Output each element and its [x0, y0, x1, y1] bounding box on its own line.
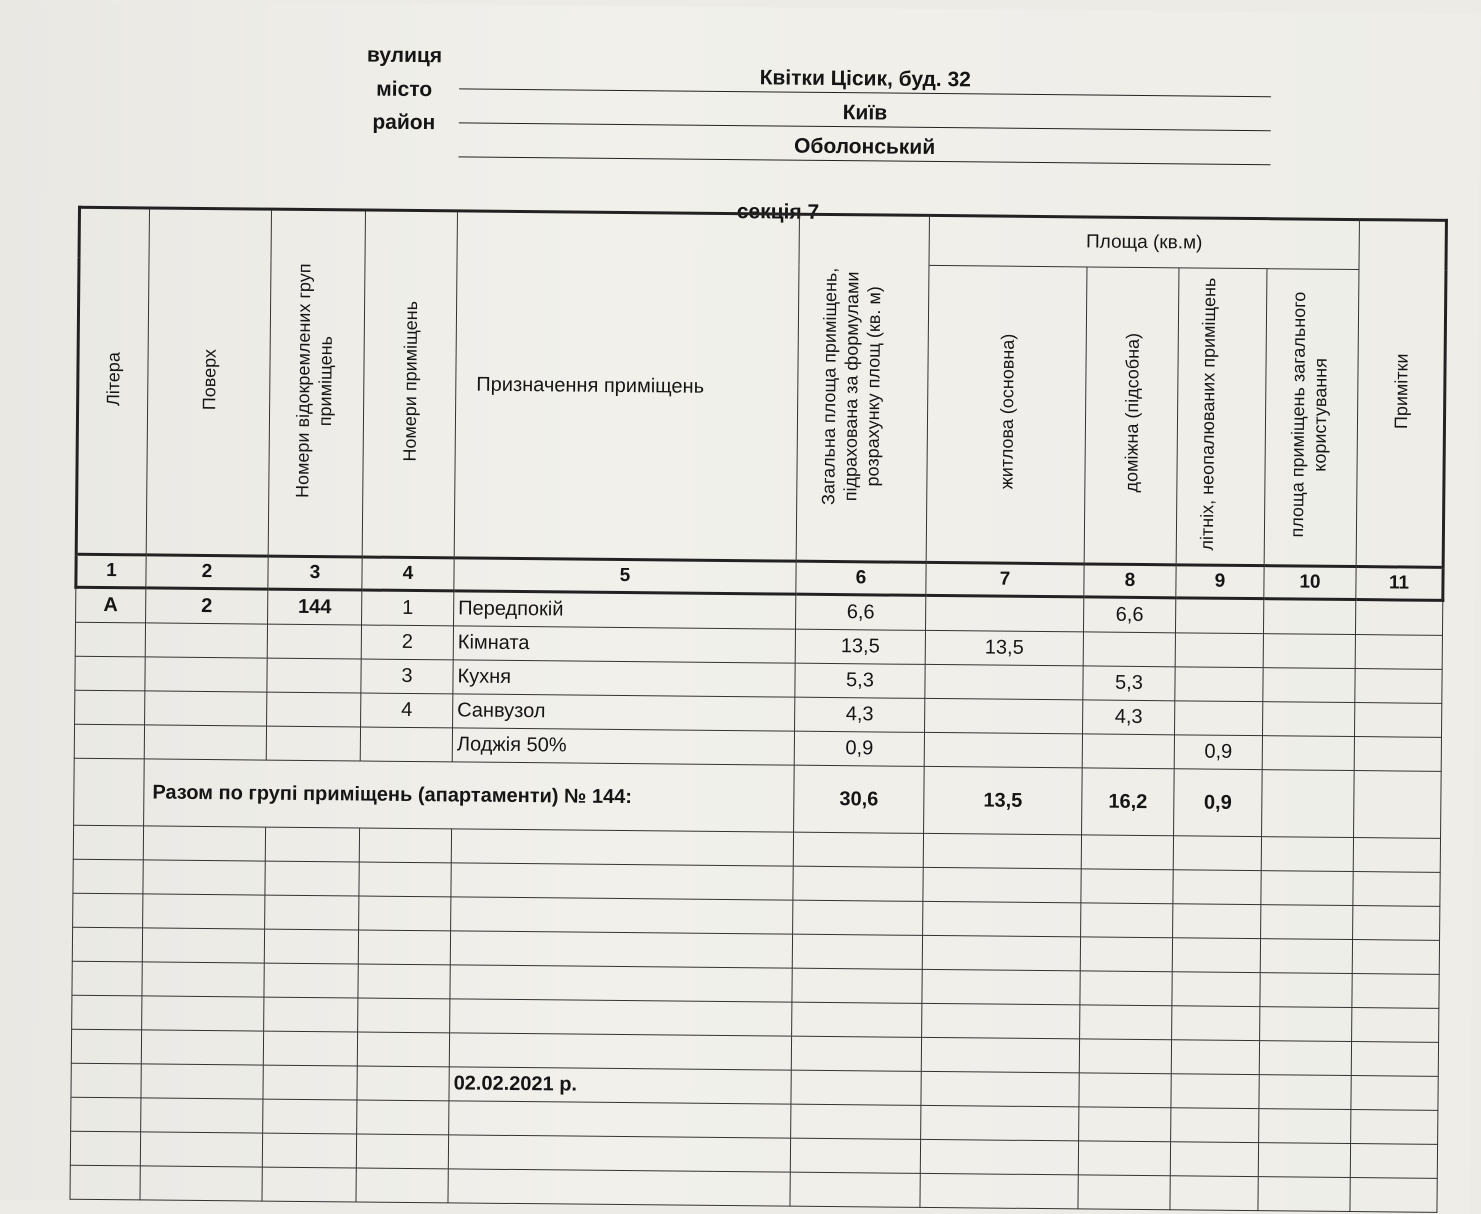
header-summer: літніх, неопалюваних приміщень — [1176, 268, 1267, 566]
cell-notes — [1354, 737, 1441, 772]
header-area-group: Площа (кв.м) — [929, 215, 1359, 269]
cell-purpose: Кімната — [453, 626, 795, 663]
cell-common — [1262, 702, 1354, 737]
header-purpose: Призначення приміщень — [454, 211, 799, 561]
cell-room: 3 — [361, 659, 453, 694]
cell-group — [266, 726, 360, 761]
column-number: 9 — [1176, 565, 1264, 599]
cell-litera — [75, 690, 145, 725]
cell-notes — [1355, 703, 1442, 738]
cell-common — [1262, 736, 1354, 771]
cell-summer — [1175, 598, 1263, 634]
cell-floor — [145, 623, 267, 658]
cell-floor: 2 — [146, 588, 268, 624]
cell-living — [924, 732, 1082, 768]
column-number: 4 — [362, 557, 454, 591]
rooms-table — [68, 206, 1448, 1213]
summary-empty-cell — [74, 758, 145, 826]
cell-summer — [1175, 667, 1263, 702]
cell-purpose: Передпокій — [454, 591, 796, 629]
city-value: Київ — [842, 101, 888, 125]
summary-living: 13,5 — [924, 766, 1083, 835]
cell-room — [360, 727, 452, 762]
cell-litera — [75, 656, 145, 691]
cell-living — [925, 664, 1083, 700]
cell-aux: 6,6 — [1083, 597, 1175, 633]
header-notes: Примітки — [1356, 220, 1446, 568]
cell-total: 5,3 — [795, 663, 925, 698]
cell-group — [267, 658, 361, 693]
column-number: 3 — [268, 556, 362, 590]
column-number: 11 — [1356, 567, 1443, 601]
cell-floor — [144, 725, 266, 760]
summary-aux: 16,2 — [1082, 768, 1175, 836]
cell-aux: 5,3 — [1083, 666, 1175, 701]
cell-notes — [1356, 600, 1443, 636]
cell-group: 144 — [268, 589, 362, 625]
cell-purpose: Кухня — [453, 660, 795, 697]
cell-living — [925, 698, 1083, 734]
cell-group — [267, 624, 361, 659]
district-value: Оболонський — [793, 134, 936, 159]
column-number: 6 — [796, 561, 926, 595]
document-date: 02.02.2021 р. — [449, 1067, 791, 1104]
cell-floor — [145, 657, 267, 692]
cell-common — [1263, 634, 1355, 669]
cell-room: 2 — [361, 625, 453, 660]
cell-living: 13,5 — [925, 630, 1083, 666]
summary-notes — [1354, 771, 1442, 839]
header-room-numbers: Номери приміщень — [362, 210, 457, 558]
cell-common — [1263, 668, 1355, 703]
cell-total: 13,5 — [795, 629, 925, 664]
column-number: 7 — [926, 562, 1084, 597]
header-floor: Поверх — [146, 208, 271, 556]
column-number: 10 — [1264, 566, 1356, 600]
cell-notes — [1355, 635, 1442, 670]
cell-notes — [1355, 669, 1442, 704]
cell-purpose: Лоджія 50% — [452, 728, 794, 765]
cell-aux — [1082, 734, 1174, 769]
cell-summer: 0,9 — [1174, 735, 1262, 770]
district-label: район — [372, 110, 436, 135]
summary-summer: 0,9 — [1174, 769, 1263, 837]
street-value: Квітки Цісик, буд. 32 — [759, 66, 972, 92]
cell-room: 1 — [362, 590, 454, 626]
header-living: житлова (основна) — [926, 265, 1087, 564]
cell-litera — [74, 724, 144, 759]
header-group-numbers: Номери відокремлених груп приміщень — [268, 209, 365, 557]
cell-total: 4,3 — [795, 697, 925, 732]
street-label: вулиця — [366, 43, 443, 68]
cell-summer — [1175, 701, 1263, 736]
header-common: площа приміщень загального користування — [1264, 269, 1359, 567]
header-auxiliary: доміжна (підсобна) — [1084, 267, 1179, 565]
cell-aux: 4,3 — [1083, 700, 1175, 735]
cell-living — [925, 595, 1083, 632]
cell-purpose: Санвузол — [453, 694, 795, 731]
header-litera: Літера — [76, 207, 149, 555]
cell-group — [267, 692, 361, 727]
cell-room: 4 — [361, 693, 453, 728]
cell-litera — [75, 622, 145, 657]
summary-label: Разом по групі приміщень (апартаменти) № 144: — [144, 759, 795, 832]
column-number: 2 — [146, 555, 268, 589]
column-number: 8 — [1084, 564, 1176, 598]
cell-floor — [145, 691, 267, 726]
city-label: місто — [376, 77, 433, 102]
header-total-area: Загальна площа приміщень, підрахована за формулами розрахунку площ (кв. м) — [796, 214, 929, 562]
cell-summer — [1175, 633, 1263, 668]
summary-common — [1262, 770, 1355, 838]
cell-total: 0,9 — [794, 731, 924, 766]
cell-common — [1263, 599, 1355, 635]
section-title: секція 7 — [736, 200, 820, 224]
column-number: 5 — [454, 558, 796, 594]
cell-litera: А — [76, 587, 146, 623]
summary-total: 30,6 — [794, 765, 925, 833]
column-number: 1 — [76, 554, 146, 588]
cell-total: 6,6 — [795, 594, 925, 630]
cell-aux — [1083, 632, 1175, 667]
